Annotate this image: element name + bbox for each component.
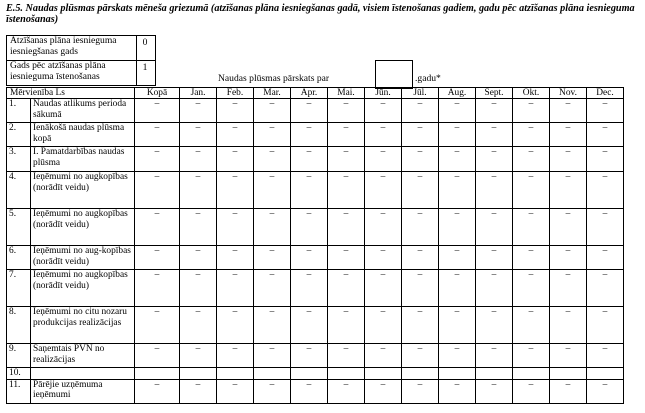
value-cell[interactable]: –	[365, 123, 402, 147]
value-cell[interactable]: –	[254, 344, 291, 368]
table-row	[7, 307, 624, 344]
value-cell[interactable]: –	[439, 344, 476, 368]
value-cell[interactable]: –	[291, 307, 328, 344]
value-cell[interactable]: –	[402, 307, 439, 344]
value-cell[interactable]: –	[365, 379, 402, 403]
column-header: Apr.	[291, 88, 328, 99]
value-cell[interactable]: –	[135, 172, 180, 209]
value-cell[interactable]: –	[439, 209, 476, 246]
value-cell[interactable]: –	[513, 123, 550, 147]
value-cell[interactable]	[135, 368, 180, 379]
value-cell[interactable]: –	[135, 123, 180, 147]
value-cell[interactable]: –	[513, 209, 550, 246]
value-cell[interactable]: –	[254, 246, 291, 270]
value-cell[interactable]: –	[217, 246, 254, 270]
value-cell[interactable]: –	[550, 99, 587, 123]
cash-flow-table	[6, 87, 624, 404]
value-cell[interactable]: –	[439, 379, 476, 403]
row-label: Ieņēmumi no citu nozaru produkcijas realizācijas	[31, 307, 135, 344]
value-cell[interactable]: –	[217, 147, 254, 172]
value-cell[interactable]: –	[254, 147, 291, 172]
value-cell[interactable]: –	[587, 172, 624, 209]
value-cell[interactable]	[291, 368, 328, 379]
row-label: Ienākošā naudas plūsma kopā	[31, 123, 135, 147]
value-cell[interactable]: –	[476, 209, 513, 246]
value-cell[interactable]: –	[587, 270, 624, 307]
table-row	[7, 246, 624, 270]
value-cell[interactable]: –	[217, 344, 254, 368]
value-cell[interactable]	[217, 368, 254, 379]
value-cell[interactable]: –	[439, 147, 476, 172]
value-cell[interactable]: –	[328, 379, 365, 403]
table-row	[7, 123, 624, 147]
units-label: Mērvienība Ls	[7, 88, 135, 99]
value-cell[interactable]: –	[439, 246, 476, 270]
row-number: 6.	[7, 246, 31, 270]
value-cell[interactable]: –	[587, 246, 624, 270]
value-cell[interactable]: –	[476, 147, 513, 172]
row-number: 4.	[7, 172, 31, 209]
value-cell[interactable]: –	[365, 270, 402, 307]
value-cell[interactable]: –	[180, 123, 217, 147]
value-cell[interactable]: –	[402, 147, 439, 172]
value-cell[interactable]: –	[180, 172, 217, 209]
row-number: 10.	[7, 368, 31, 379]
table-row	[7, 379, 624, 403]
table-row	[7, 147, 624, 172]
value-cell[interactable]: –	[402, 246, 439, 270]
value-cell[interactable]: –	[180, 246, 217, 270]
value-cell[interactable]: –	[439, 123, 476, 147]
value-cell[interactable]: –	[217, 99, 254, 123]
period-label: Naudas plūsmas pārskats par	[218, 73, 330, 84]
column-header: Jūl.	[402, 88, 439, 99]
column-header: Nov.	[550, 88, 587, 99]
value-cell[interactable]: –	[439, 307, 476, 344]
value-cell[interactable]: –	[180, 209, 217, 246]
value-cell[interactable]: –	[513, 307, 550, 344]
year-suffix: .gadu*	[415, 73, 441, 84]
value-cell[interactable]: –	[550, 172, 587, 209]
value-cell[interactable]: –	[135, 147, 180, 172]
value-cell[interactable]: –	[439, 99, 476, 123]
value-cell[interactable]: –	[328, 209, 365, 246]
value-cell[interactable]: –	[476, 307, 513, 344]
value-cell[interactable]: –	[291, 379, 328, 403]
value-cell[interactable]: –	[180, 307, 217, 344]
column-header: Sept.	[476, 88, 513, 99]
value-cell[interactable]: –	[550, 270, 587, 307]
value-cell[interactable]: –	[587, 147, 624, 172]
value-cell[interactable]: –	[550, 147, 587, 172]
value-cell[interactable]: –	[135, 379, 180, 403]
row-label: I. Pamatdarbības naudas plūsma	[31, 147, 135, 172]
value-cell[interactable]: –	[180, 147, 217, 172]
form-title	[6, 3, 640, 25]
value-cell[interactable]: –	[587, 123, 624, 147]
value-cell[interactable]	[328, 368, 365, 379]
value-cell[interactable]: –	[135, 344, 180, 368]
row-label: Pārējie uzņēmuma ieņēmumi	[31, 379, 135, 403]
row-number: 9.	[7, 344, 31, 368]
value-cell[interactable]: –	[513, 147, 550, 172]
value-cell[interactable]: –	[217, 172, 254, 209]
row-number: 11.	[7, 379, 31, 403]
value-cell[interactable]: –	[587, 379, 624, 403]
row-label: Saņemtais PVN no realizācijas	[31, 344, 135, 368]
value-cell[interactable]: –	[365, 344, 402, 368]
column-header: Dec.	[587, 88, 624, 99]
value-cell[interactable]: –	[550, 209, 587, 246]
value-cell[interactable]: –	[476, 172, 513, 209]
value-cell[interactable]: –	[402, 270, 439, 307]
value-cell[interactable]: –	[291, 99, 328, 123]
value-cell[interactable]: –	[550, 123, 587, 147]
value-cell[interactable]: –	[476, 99, 513, 123]
value-cell[interactable]: –	[291, 344, 328, 368]
value-cell[interactable]: –	[402, 172, 439, 209]
value-cell[interactable]: –	[328, 123, 365, 147]
value-cell[interactable]: –	[135, 99, 180, 123]
value-cell[interactable]: –	[513, 379, 550, 403]
value-cell[interactable]: –	[328, 172, 365, 209]
value-cell[interactable]: –	[587, 307, 624, 344]
row-number: 8.	[7, 307, 31, 344]
year-input-box[interactable]	[375, 60, 413, 89]
value-cell[interactable]: –	[217, 307, 254, 344]
value-cell[interactable]: –	[328, 99, 365, 123]
row-label	[31, 368, 135, 379]
value-cell[interactable]: –	[402, 99, 439, 123]
value-cell[interactable]: –	[135, 209, 180, 246]
value-cell[interactable]: –	[217, 270, 254, 307]
value-cell[interactable]: –	[365, 172, 402, 209]
row-number: 5.	[7, 209, 31, 246]
value-cell[interactable]	[402, 368, 439, 379]
value-cell[interactable]: –	[550, 246, 587, 270]
value-cell[interactable]: –	[291, 172, 328, 209]
table-row	[7, 99, 624, 123]
value-cell[interactable]: –	[180, 270, 217, 307]
row-label: Ieņēmumi no augkopības (norādīt veidu)	[31, 270, 135, 307]
value-cell[interactable]: –	[291, 270, 328, 307]
value-cell[interactable]: –	[254, 99, 291, 123]
value-cell[interactable]: –	[476, 379, 513, 403]
value-cell[interactable]: –	[180, 379, 217, 403]
table-row	[7, 344, 624, 368]
value-cell[interactable]	[180, 368, 217, 379]
value-cell[interactable]: –	[513, 172, 550, 209]
value-cell[interactable]: –	[254, 270, 291, 307]
row-number: 7.	[7, 270, 31, 307]
value-cell[interactable]	[513, 368, 550, 379]
value-cell[interactable]: –	[587, 99, 624, 123]
value-cell[interactable]: –	[550, 344, 587, 368]
column-header: Feb.	[217, 88, 254, 99]
column-header: Mar.	[254, 88, 291, 99]
table-row	[7, 368, 624, 379]
form-title-note: (atzīšanas plāna iesniegšanas gadā, visiem īstenošanas gadiem, gadu pēc atzīšanas plāna iesnieguma īstenošanas)	[6, 3, 635, 25]
value-cell[interactable]: –	[291, 123, 328, 147]
value-cell[interactable]: –	[328, 246, 365, 270]
value-cell[interactable]: –	[439, 172, 476, 209]
row-label: Ieņēmumi no augkopības (norādīt veidu)	[31, 209, 135, 246]
value-cell[interactable]: –	[365, 246, 402, 270]
value-cell[interactable]	[587, 368, 624, 379]
row-label: Ieņēmumi no aug-kopības (norādīt veidu)	[31, 246, 135, 270]
value-cell[interactable]: –	[439, 270, 476, 307]
value-cell[interactable]: –	[513, 99, 550, 123]
value-cell[interactable]: –	[254, 172, 291, 209]
row-number: 3.	[7, 147, 31, 172]
value-cell[interactable]: –	[135, 307, 180, 344]
value-cell[interactable]: –	[254, 307, 291, 344]
meta-value-submission-year: 0	[142, 37, 148, 48]
value-cell[interactable]: –	[254, 209, 291, 246]
value-cell[interactable]	[439, 368, 476, 379]
value-cell[interactable]: –	[476, 344, 513, 368]
value-cell[interactable]: –	[254, 379, 291, 403]
column-header: Kopā	[135, 88, 180, 99]
value-cell[interactable]: –	[513, 344, 550, 368]
value-cell[interactable]: –	[365, 209, 402, 246]
column-header: Jan.	[180, 88, 217, 99]
value-cell[interactable]	[254, 368, 291, 379]
value-cell[interactable]: –	[180, 344, 217, 368]
value-cell[interactable]: –	[254, 123, 291, 147]
value-cell[interactable]: –	[402, 209, 439, 246]
value-cell[interactable]: –	[135, 246, 180, 270]
value-cell[interactable]: –	[291, 246, 328, 270]
value-cell[interactable]: –	[365, 307, 402, 344]
value-cell[interactable]: –	[217, 123, 254, 147]
column-header: Okt.	[513, 88, 550, 99]
value-cell[interactable]: –	[402, 123, 439, 147]
value-cell[interactable]: –	[217, 379, 254, 403]
table-row	[7, 172, 624, 209]
value-cell[interactable]: –	[180, 99, 217, 123]
value-cell[interactable]: –	[476, 246, 513, 270]
row-number: 2.	[7, 123, 31, 147]
meta-label-submission-year: Atzīšanas plāna iesnieguma iesniegšanas gads	[10, 35, 117, 57]
value-cell[interactable]: –	[476, 123, 513, 147]
value-cell[interactable]: –	[217, 209, 254, 246]
value-cell[interactable]: –	[365, 147, 402, 172]
value-cell[interactable]: –	[328, 344, 365, 368]
value-cell[interactable]: –	[587, 209, 624, 246]
table-row	[7, 270, 624, 307]
value-cell[interactable]: –	[328, 270, 365, 307]
value-cell[interactable]: –	[328, 307, 365, 344]
value-cell[interactable]: –	[476, 270, 513, 307]
column-header: Aug.	[439, 88, 476, 99]
column-header: Mai.	[328, 88, 365, 99]
meta-value-after-year: 1	[142, 62, 148, 73]
value-cell[interactable]: –	[550, 379, 587, 403]
value-cell[interactable]: –	[513, 270, 550, 307]
form-title-main: E.5. Naudas plūsmas pārskats mēneša griezumā	[6, 3, 209, 14]
value-cell[interactable]: –	[135, 270, 180, 307]
value-cell[interactable]: –	[587, 344, 624, 368]
value-cell[interactable]: –	[402, 344, 439, 368]
value-cell[interactable]: –	[291, 147, 328, 172]
row-label: Naudas atlikums perioda sākumā	[31, 99, 135, 123]
value-cell[interactable]	[365, 368, 402, 379]
value-cell[interactable]	[550, 368, 587, 379]
value-cell[interactable]: –	[328, 147, 365, 172]
value-cell[interactable]: –	[402, 379, 439, 403]
value-cell[interactable]: –	[291, 209, 328, 246]
value-cell[interactable]	[476, 368, 513, 379]
meta-label-after-year: Gads pēc atzīšanas plāna iesnieguma īstenošanas	[10, 60, 106, 82]
row-number: 1.	[7, 99, 31, 123]
value-cell[interactable]: –	[550, 307, 587, 344]
value-cell[interactable]: –	[365, 99, 402, 123]
column-header: Jūn.	[365, 88, 402, 99]
table-row	[7, 209, 624, 246]
row-label: Ieņēmumi no augkopības (norādīt veidu)	[31, 172, 135, 209]
value-cell[interactable]: –	[513, 246, 550, 270]
